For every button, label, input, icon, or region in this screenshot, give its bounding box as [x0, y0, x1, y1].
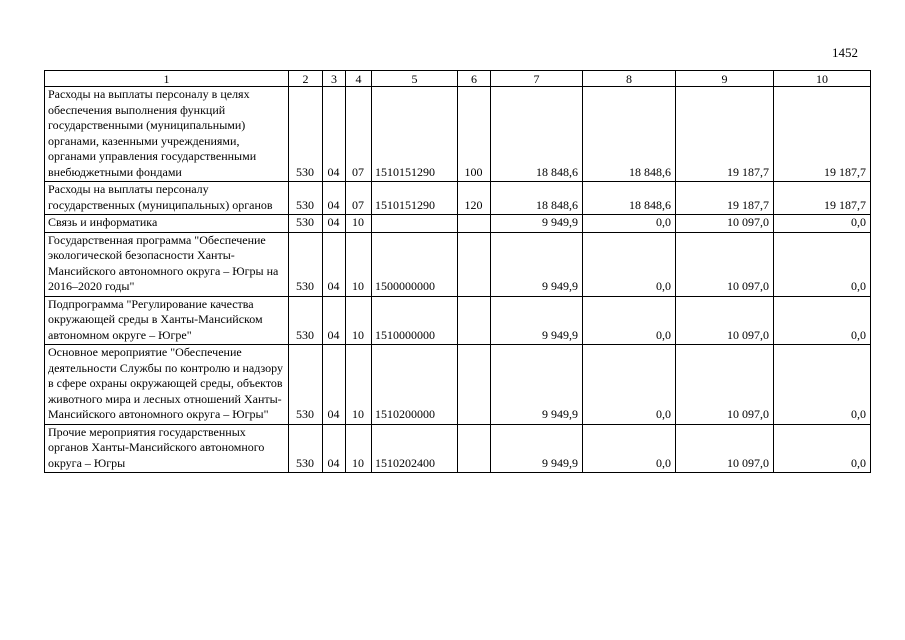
- cell-col8: 0,0: [583, 424, 676, 473]
- table-row: [45, 182, 871, 215]
- cell-col4: 10: [346, 424, 372, 473]
- cell-col9: 10 097,0: [676, 296, 774, 345]
- cell-col10: 19 187,7: [774, 87, 871, 182]
- cell-col4: 10: [346, 296, 372, 345]
- cell-col2: 530: [289, 87, 323, 182]
- column-header: 10: [774, 71, 871, 87]
- cell-col2: 530: [289, 296, 323, 345]
- cell-col4: 10: [346, 232, 372, 296]
- cell-col8: 18 848,6: [583, 87, 676, 182]
- cell-col7: 9 949,9: [491, 232, 583, 296]
- cell-col4: 10: [346, 215, 372, 233]
- cell-col6: 100: [458, 87, 491, 182]
- column-header: 6: [458, 71, 491, 87]
- cell-col3: 04: [323, 296, 346, 345]
- column-header: 4: [346, 71, 372, 87]
- cell-col5: 1510151290: [372, 182, 458, 215]
- column-header: 9: [676, 71, 774, 87]
- cell-col3: 04: [323, 424, 346, 473]
- cell-col10: 19 187,7: [774, 182, 871, 215]
- cell-col7: 18 848,6: [491, 182, 583, 215]
- cell-col10: 0,0: [774, 215, 871, 233]
- cell-col4: 10: [346, 345, 372, 425]
- row-name: Связь и информатика: [45, 215, 289, 233]
- cell-col6: [458, 345, 491, 425]
- cell-col3: 04: [323, 182, 346, 215]
- cell-col2: 530: [289, 424, 323, 473]
- cell-col8: 0,0: [583, 345, 676, 425]
- cell-col2: 530: [289, 232, 323, 296]
- cell-col2: 530: [289, 345, 323, 425]
- cell-col7: 18 848,6: [491, 87, 583, 182]
- cell-col8: 0,0: [583, 232, 676, 296]
- cell-col9: 19 187,7: [676, 87, 774, 182]
- cell-col5: 1500000000: [372, 232, 458, 296]
- cell-col8: 18 848,6: [583, 182, 676, 215]
- cell-col9: 10 097,0: [676, 424, 774, 473]
- column-header: 1: [45, 71, 289, 87]
- cell-col2: 530: [289, 215, 323, 233]
- table-row: [45, 296, 871, 345]
- table-row: [45, 345, 871, 425]
- cell-col4: 07: [346, 87, 372, 182]
- cell-col4: 07: [346, 182, 372, 215]
- cell-col3: 04: [323, 345, 346, 425]
- cell-col10: 0,0: [774, 345, 871, 425]
- cell-col6: [458, 215, 491, 233]
- cell-col10: 0,0: [774, 424, 871, 473]
- cell-col7: 9 949,9: [491, 424, 583, 473]
- row-name: Прочие мероприятия государственных органов Ханты-Мансийского автономного округа – Югры: [45, 424, 289, 473]
- table-row: [45, 232, 871, 296]
- row-name: Расходы на выплаты персоналу в целях обеспечения выполнения функций государственными (муниципальными) органами, казенными учреждениями, органами управления государственными внебюджетными фондами: [45, 87, 289, 182]
- table-row: [45, 424, 871, 473]
- table-row: [45, 87, 871, 182]
- cell-col8: 0,0: [583, 215, 676, 233]
- column-header: 7: [491, 71, 583, 87]
- cell-col5: 1510202400: [372, 424, 458, 473]
- cell-col6: 120: [458, 182, 491, 215]
- cell-col9: 10 097,0: [676, 345, 774, 425]
- cell-col7: 9 949,9: [491, 215, 583, 233]
- cell-col5: 1510200000: [372, 345, 458, 425]
- column-header: 8: [583, 71, 676, 87]
- cell-col2: 530: [289, 182, 323, 215]
- table-header-row: [45, 71, 871, 87]
- row-name: Подпрограмма "Регулирование качества окружающей среды в Ханты-Мансийском автономном округе – Югре": [45, 296, 289, 345]
- column-header: 3: [323, 71, 346, 87]
- cell-col6: [458, 296, 491, 345]
- table-row: [45, 215, 871, 233]
- budget-table: [44, 70, 871, 473]
- cell-col7: 9 949,9: [491, 345, 583, 425]
- row-name: Основное мероприятие "Обеспечение деятельности Службы по контролю и надзору в сфере охраны окружающей среды, объектов животного мира и лесных отношений Ханты-Мансийского автономного округа – Югры": [45, 345, 289, 425]
- cell-col8: 0,0: [583, 296, 676, 345]
- cell-col9: 10 097,0: [676, 232, 774, 296]
- cell-col10: 0,0: [774, 232, 871, 296]
- page-number: 1452: [832, 45, 858, 60]
- column-header: 5: [372, 71, 458, 87]
- row-name: Государственная программа "Обеспечение экологической безопасности Ханты-Мансийского автономного округа – Югры на 2016–2020 годы": [45, 232, 289, 296]
- cell-col10: 0,0: [774, 296, 871, 345]
- cell-col6: [458, 232, 491, 296]
- row-name: Расходы на выплаты персоналу государственных (муниципальных) органов: [45, 182, 289, 215]
- cell-col6: [458, 424, 491, 473]
- cell-col9: 10 097,0: [676, 215, 774, 233]
- cell-col3: 04: [323, 87, 346, 182]
- cell-col3: 04: [323, 232, 346, 296]
- cell-col5: [372, 215, 458, 233]
- column-header: 2: [289, 71, 323, 87]
- cell-col3: 04: [323, 215, 346, 233]
- cell-col5: 1510000000: [372, 296, 458, 345]
- cell-col5: 1510151290: [372, 87, 458, 182]
- cell-col7: 9 949,9: [491, 296, 583, 345]
- cell-col9: 19 187,7: [676, 182, 774, 215]
